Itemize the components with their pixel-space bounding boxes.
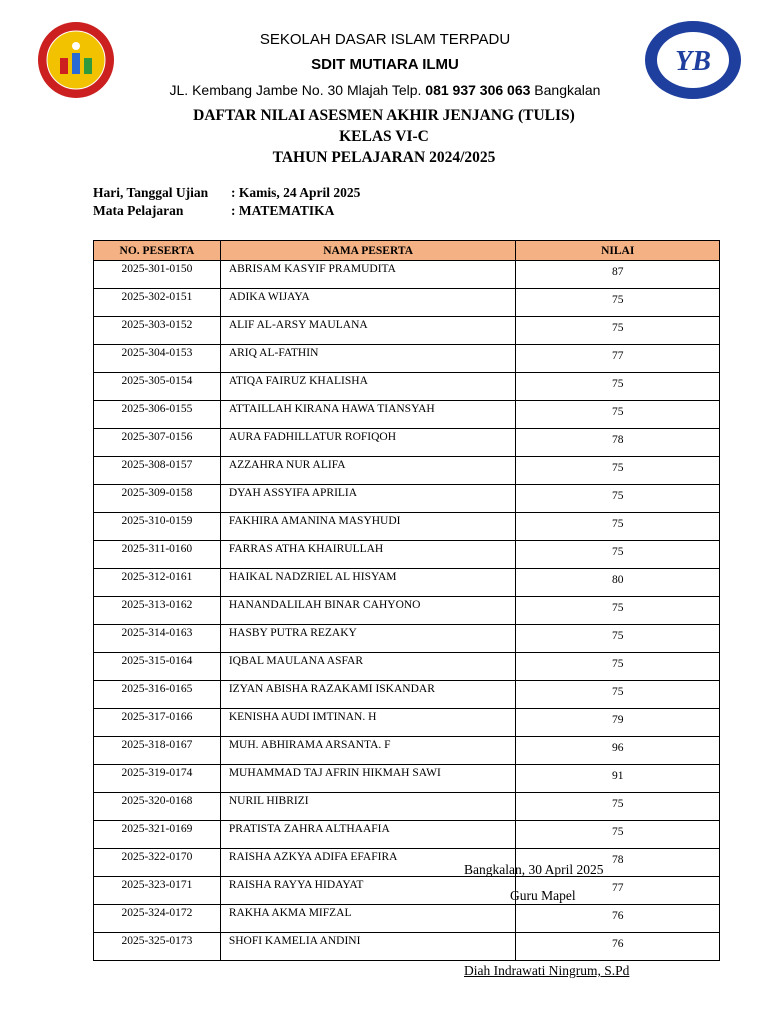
participant-number: 2025-325-0173 <box>94 933 221 961</box>
table-row <box>94 457 720 485</box>
participant-name: FAKHIRA AMANINA MASYHUDI <box>220 513 516 541</box>
participant-name: HASBY PUTRA REZAKY <box>220 625 516 653</box>
participant-number: 2025-302-0151 <box>94 289 221 317</box>
participant-name: RAKHA AKMA MIFZAL <box>220 905 516 933</box>
participant-number: 2025-323-0171 <box>94 877 221 905</box>
participant-name: HAIKAL NADZRIEL AL HISYAM <box>220 569 516 597</box>
participant-name: RAISHA RAYYA HIDAYAT <box>220 877 516 905</box>
participant-score: 75 <box>516 653 720 681</box>
participant-name: AURA FADHILLATUR ROFIQOH <box>220 429 516 457</box>
table-row <box>94 261 720 289</box>
participant-name: ATTAILLAH KIRANA HAWA TIANSYAH <box>220 401 516 429</box>
participant-score: 75 <box>516 541 720 569</box>
participant-name: IQBAL MAULANA ASFAR <box>220 653 516 681</box>
table-row <box>94 597 720 625</box>
participant-number: 2025-319-0174 <box>94 765 221 793</box>
table-row <box>94 653 720 681</box>
participant-score: 75 <box>516 513 720 541</box>
table-row <box>94 541 720 569</box>
table-row <box>94 765 720 793</box>
table-row <box>94 317 720 345</box>
participant-name: RAISHA AZKYA ADIFA EFAFIRA <box>220 849 516 877</box>
participant-name: FARRAS ATHA KHAIRULLAH <box>220 541 516 569</box>
table-row <box>94 821 720 849</box>
participant-score: 77 <box>516 345 720 373</box>
participant-name: DYAH ASSYIFA APRILIA <box>220 485 516 513</box>
participant-name: KENISHA AUDI IMTINAN. H <box>220 709 516 737</box>
table-row <box>94 625 720 653</box>
participant-number: 2025-322-0170 <box>94 849 221 877</box>
participant-score: 76 <box>516 933 720 961</box>
participant-score: 91 <box>516 765 720 793</box>
participant-number: 2025-313-0162 <box>94 597 221 625</box>
participant-score: 77 <box>516 877 720 905</box>
participant-number: 2025-320-0168 <box>94 793 221 821</box>
participant-score: 75 <box>516 457 720 485</box>
participant-name: IZYAN ABISHA RAZAKAMI ISKANDAR <box>220 681 516 709</box>
column-header: NAMA PESERTA <box>220 241 516 261</box>
column-header: NILAI <box>516 241 720 261</box>
school-logo-icon <box>36 20 116 100</box>
participant-score: 75 <box>516 373 720 401</box>
table-row <box>94 401 720 429</box>
participant-number: 2025-301-0150 <box>94 261 221 289</box>
participant-number: 2025-311-0160 <box>94 541 221 569</box>
school-address <box>120 82 650 98</box>
participant-name: NURIL HIBRIZI <box>220 793 516 821</box>
participant-name: ATIQA FAIRUZ KHALISHA <box>220 373 516 401</box>
participant-number: 2025-304-0153 <box>94 345 221 373</box>
exam-date-label: Hari, Tanggal Ujian <box>93 185 209 200</box>
participant-name: SHOFI KAMELIA ANDINI <box>220 933 516 961</box>
participant-number: 2025-318-0167 <box>94 737 221 765</box>
grades-table <box>93 240 720 961</box>
table-row <box>94 485 720 513</box>
signature-place-date: Bangkalan, 30 April 2025 <box>464 862 604 877</box>
table-row <box>94 513 720 541</box>
subject-row <box>93 203 334 219</box>
school-name: SDIT MUTIARA ILMU <box>311 56 459 73</box>
participant-number: 2025-306-0155 <box>94 401 221 429</box>
participant-score: 75 <box>516 681 720 709</box>
subject-value: : MATEMATIKA <box>231 203 335 218</box>
participant-score: 75 <box>516 401 720 429</box>
participant-name: HANANDALILAH BINAR CAHYONO <box>220 597 516 625</box>
exam-date-value: : Kamis, 24 April 2025 <box>231 185 361 200</box>
phone-number: 081 937 306 063 <box>425 82 531 98</box>
participant-number: 2025-305-0154 <box>94 373 221 401</box>
participant-score: 75 <box>516 793 720 821</box>
participant-number: 2025-317-0166 <box>94 709 221 737</box>
year-title: TAHUN PELAJARAN 2024/2025 <box>272 149 496 166</box>
participant-number: 2025-324-0172 <box>94 905 221 933</box>
participant-score: 75 <box>516 625 720 653</box>
table-header-row <box>94 241 720 261</box>
participant-number: 2025-308-0157 <box>94 457 221 485</box>
participant-name: MUHAMMAD TAJ AFRIN HIKMAH SAWI <box>220 765 516 793</box>
participant-name: ARIQ AL-FATHIN <box>220 345 516 373</box>
participant-score: 75 <box>516 289 720 317</box>
participant-number: 2025-309-0158 <box>94 485 221 513</box>
subject-label: Mata Pelajaran <box>93 203 184 218</box>
participant-number: 2025-303-0152 <box>94 317 221 345</box>
table-row <box>94 345 720 373</box>
table-row <box>94 709 720 737</box>
address-city: Bangkalan <box>534 82 601 98</box>
participant-name: PRATISTA ZAHRA ALTHAAFIA <box>220 821 516 849</box>
table-row <box>94 793 720 821</box>
table-row <box>94 569 720 597</box>
participant-name: ALIF AL-ARSY MAULANA <box>220 317 516 345</box>
participant-name: ABRISAM KASYIF PRAMUDITA <box>220 261 516 289</box>
table-row <box>94 289 720 317</box>
table-row <box>94 877 720 905</box>
class-title: KELAS VI-C <box>339 128 429 145</box>
participant-name: AZZAHRA NUR ALIFA <box>220 457 516 485</box>
participant-score: 80 <box>516 569 720 597</box>
participant-number: 2025-316-0165 <box>94 681 221 709</box>
participant-score: 79 <box>516 709 720 737</box>
participant-name: MUH. ABHIRAMA ARSANTA. F <box>220 737 516 765</box>
participant-number: 2025-310-0159 <box>94 513 221 541</box>
participant-number: 2025-312-0161 <box>94 569 221 597</box>
signature-name: Diah Indrawati Ningrum, S.Pd <box>464 963 630 978</box>
table-row <box>94 429 720 457</box>
table-row <box>94 933 720 961</box>
document-title: DAFTAR NILAI ASESMEN AKHIR JENJANG (TULIS) <box>193 107 575 124</box>
participant-score: 75 <box>516 317 720 345</box>
school-type: SEKOLAH DASAR ISLAM TERPADU <box>259 31 511 48</box>
participant-score: 76 <box>516 905 720 933</box>
address-text: JL. Kembang Jambe No. 30 Mlajah Telp. <box>169 82 422 98</box>
participant-score: 75 <box>516 485 720 513</box>
exam-date-row <box>93 185 360 201</box>
participant-name: ADIKA WIJAYA <box>220 289 516 317</box>
table-row <box>94 905 720 933</box>
signature-role: Guru Mapel <box>510 888 576 903</box>
participant-score: 78 <box>516 849 720 877</box>
foundation-logo-icon <box>644 20 742 100</box>
column-header: NO. PESERTA <box>94 241 221 261</box>
participant-score: 87 <box>516 261 720 289</box>
participant-number: 2025-314-0163 <box>94 625 221 653</box>
participant-number: 2025-315-0164 <box>94 653 221 681</box>
participant-score: 75 <box>516 821 720 849</box>
foundation-monogram: YB <box>675 46 711 77</box>
table-row <box>94 849 720 877</box>
participant-number: 2025-321-0169 <box>94 821 221 849</box>
participant-score: 78 <box>516 429 720 457</box>
table-row <box>94 737 720 765</box>
table-row <box>94 681 720 709</box>
participant-score: 96 <box>516 737 720 765</box>
participant-score: 75 <box>516 597 720 625</box>
table-row <box>94 373 720 401</box>
participant-number: 2025-307-0156 <box>94 429 221 457</box>
